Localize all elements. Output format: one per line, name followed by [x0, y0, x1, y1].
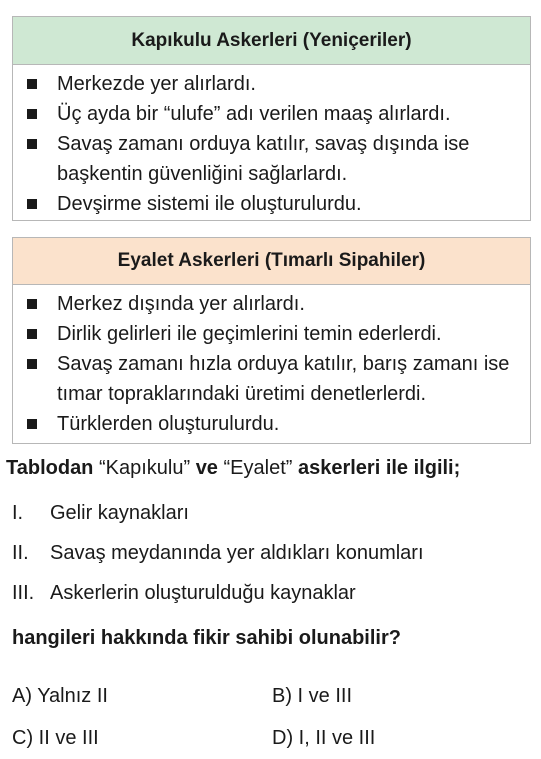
- list-item: [13, 69, 530, 99]
- statement-1: [12, 499, 189, 527]
- choice-b[interactable]: B) I ve III: [272, 685, 353, 707]
- kapikulu-list: [13, 65, 530, 219]
- question-text-bold: askerleri ile ilgili;: [297, 457, 461, 479]
- square-bullet-icon: [27, 109, 37, 119]
- list-item: [13, 129, 530, 189]
- square-bullet-icon: [27, 199, 37, 209]
- question-stem: [6, 454, 460, 482]
- list-item-text: Savaş zamanı orduya katılır, savaş dışında ise başkentin güvenliğini sağlarlardı.: [57, 133, 470, 185]
- statement-number: III.: [12, 582, 35, 604]
- kapikulu-table-title: Kapıkulu Askerleri (Yeniçeriler): [13, 17, 530, 65]
- statement-text: Savaş meydanında yer aldıkları konumları: [50, 542, 424, 564]
- eyalet-table-title: Eyalet Askerleri (Tımarlı Sipahiler): [13, 238, 530, 285]
- list-item-text: Merkez dışında yer alırlardı.: [57, 293, 305, 315]
- list-item-text: Devşirme sistemi ile oluşturulurdu.: [57, 193, 362, 215]
- kapikulu-table: [12, 16, 531, 221]
- list-item-text: Üç ayda bir “ulufe” adı verilen maaş alırlardı.: [57, 103, 451, 125]
- statement-text: Gelir kaynakları: [50, 502, 189, 524]
- list-item: [13, 189, 530, 219]
- list-item: [13, 99, 530, 129]
- question-text: “Kapıkulu”: [98, 457, 191, 479]
- list-item: [13, 319, 530, 349]
- list-item-text: Dirlik gelirleri ile geçimlerini temin ederlerdi.: [57, 323, 442, 345]
- statement-number: I.: [12, 502, 24, 524]
- final-question: hangileri hakkında fikir sahibi olunabilir?: [12, 627, 401, 649]
- statement-3: [12, 579, 356, 607]
- list-item: [13, 409, 530, 439]
- statement-text: Askerlerin oluşturulduğu kaynaklar: [50, 582, 356, 604]
- statement-2: [12, 539, 424, 567]
- question-text-bold: ve: [195, 457, 218, 479]
- square-bullet-icon: [27, 419, 37, 429]
- eyalet-table: [12, 237, 531, 444]
- choice-d[interactable]: D) I, II ve III: [272, 727, 376, 749]
- list-item-text: Merkezde yer alırlardı.: [57, 73, 256, 95]
- statement-number: II.: [12, 542, 29, 564]
- choice-a[interactable]: A) Yalnız II: [12, 685, 108, 707]
- square-bullet-icon: [27, 359, 37, 369]
- list-item: [13, 289, 530, 319]
- square-bullet-icon: [27, 299, 37, 309]
- question-text: “Eyalet”: [223, 457, 293, 479]
- list-item-text: Savaş zamanı hızla orduya katılır, barış zamanı ise tımar topraklarındaki üretimi denetlerlerdi.: [57, 353, 510, 405]
- question-text-bold: Tablodan: [6, 457, 94, 479]
- choice-c[interactable]: C) II ve III: [12, 727, 99, 749]
- square-bullet-icon: [27, 79, 37, 89]
- square-bullet-icon: [27, 139, 37, 149]
- eyalet-list: [13, 285, 530, 439]
- square-bullet-icon: [27, 329, 37, 339]
- list-item: [13, 349, 530, 409]
- list-item-text: Türklerden oluşturulurdu.: [57, 413, 280, 435]
